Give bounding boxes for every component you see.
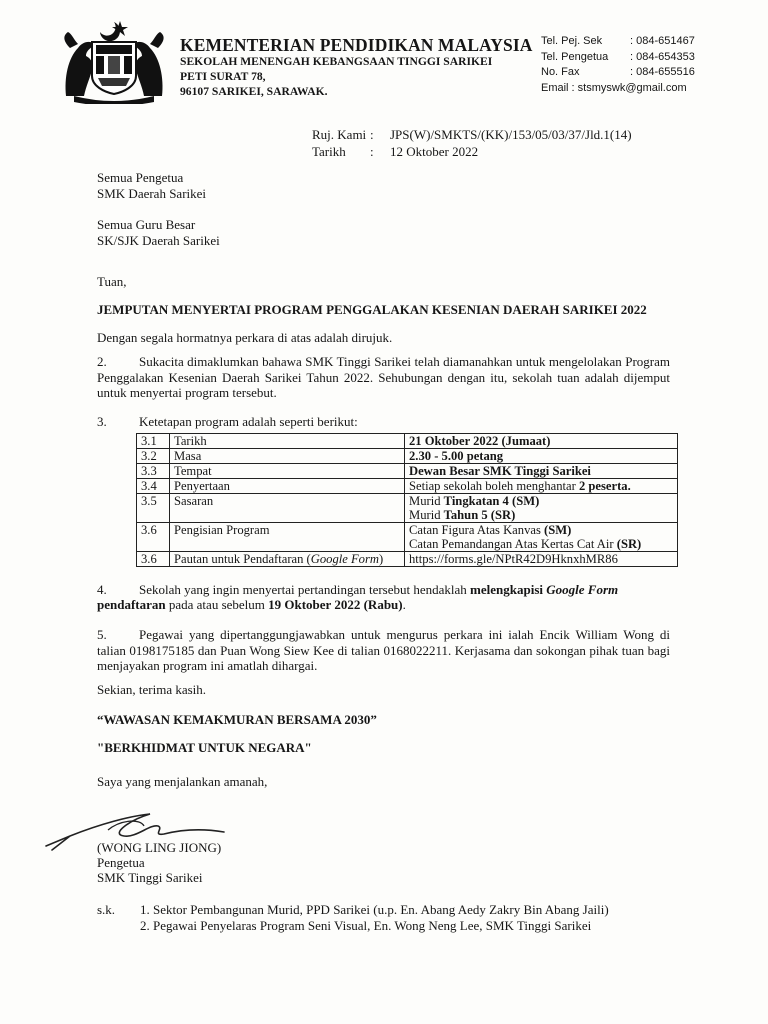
po-box: PETI SURAT 78, bbox=[180, 70, 266, 83]
signatory-name: (WONG LING JIONG) bbox=[97, 840, 222, 855]
contact-value: : 084-651467 bbox=[630, 35, 695, 47]
registration-link[interactable]: https://forms.gle/NPtR42D9HknxhMR86 bbox=[405, 552, 678, 567]
signatory-school: SMK Tinggi Sarikei bbox=[97, 870, 203, 885]
detail-text: Catan Figura Atas Kanvas bbox=[409, 523, 545, 537]
table-row bbox=[137, 552, 678, 567]
school-name: SEKOLAH MENENGAH KEBANGSAAN TINGGI SARIKEI bbox=[180, 55, 493, 68]
detail-text: Catan Pemandangan Atas Kertas Cat Air bbox=[409, 537, 617, 551]
item-text: ) bbox=[378, 552, 384, 566]
date-colon: : bbox=[370, 144, 374, 159]
contact-label: No. Fax bbox=[541, 66, 580, 79]
p4-emphasis: pendaftaran bbox=[97, 597, 166, 612]
row-detail bbox=[405, 479, 678, 494]
row-number: 3.5 bbox=[137, 494, 170, 523]
row-item bbox=[170, 552, 405, 567]
paragraph-5: Pegawai yang dipertanggungjawabkan untuk mengurus perkara ini ialah Encik William Wong di talian 0198175185 dan Puan Wong Siew Kee di talian 0168022211. Kerjasama dan sokongan pihak tuan bagi menjayakan program ini amatlah dihargai. bbox=[97, 627, 670, 673]
item-text: Pautan untuk Pendaftaran ( bbox=[174, 552, 311, 566]
p4-emphasis: Google Form bbox=[546, 582, 619, 597]
recipient-line: Semua Pengetua bbox=[97, 170, 184, 185]
detail-line bbox=[409, 508, 673, 522]
reference-label: Ruj. Kami bbox=[312, 127, 367, 142]
cc-item: 2. Pegawai Penyelaras Program Seni Visual, En. Wong Neng Lee, SMK Tinggi Sarikei bbox=[140, 918, 592, 933]
detail-emphasis: (SR) bbox=[616, 537, 642, 551]
recipient-line: SK/SJK Daerah Sarikei bbox=[97, 233, 220, 248]
cc-item: 1. Sektor Pembangunan Murid, PPD Sarikei (u.p. En. Abang Aedy Zakry Bin Abang Jaili) bbox=[140, 902, 609, 917]
row-number: 3.1 bbox=[137, 434, 170, 449]
contact-label: Tel. Pej. Sek bbox=[541, 35, 603, 47]
letter-subject: JEMPUTAN MENYERTAI PROGRAM PENGGALAKAN KESENIAN DAERAH SARIKEI 2022 bbox=[97, 302, 647, 317]
table-row bbox=[137, 464, 678, 479]
detail-line bbox=[409, 537, 673, 551]
row-item: Penyertaan bbox=[170, 479, 405, 494]
program-details-table bbox=[136, 433, 678, 567]
contact-label: Tel. Pengetua bbox=[541, 50, 609, 63]
reference-colon: : bbox=[370, 127, 374, 142]
row-detail: 2.30 - 5.00 petang bbox=[405, 449, 678, 464]
paragraph-4-line2 bbox=[97, 597, 406, 613]
paragraph-4-line1 bbox=[139, 582, 618, 598]
row-number: 3.4 bbox=[137, 479, 170, 494]
row-detail: Dewan Besar SMK Tinggi Sarikei bbox=[405, 464, 678, 479]
reference-value: JPS(W)/SMKTS/(KK)/153/05/03/37/Jld.1(14) bbox=[390, 127, 632, 142]
salutation: Tuan, bbox=[97, 274, 127, 289]
row-detail bbox=[405, 523, 678, 552]
paragraph-number: 3. bbox=[97, 414, 107, 429]
row-number: 3.2 bbox=[137, 449, 170, 464]
paragraph-2: Sukacita dimaklumkan bahawa SMK Tinggi Sarikei telah diamanahkan untuk mengelolakan Program Penggalakan Kesenian Daerah Sarikei Tahun 2022. Sehubungan dengan itu, sekolah tuan adalah dijemput untuk menyertai program tersebut. bbox=[97, 354, 670, 400]
date-value: 12 Oktober 2022 bbox=[390, 144, 479, 159]
row-item: Pengisian Program bbox=[170, 523, 405, 552]
paragraph-number: 2. bbox=[97, 354, 107, 369]
contact-principal bbox=[541, 50, 695, 66]
closing-remark: Sekian, terima kasih. bbox=[97, 682, 207, 697]
recipient-line: SMK Daerah Sarikei bbox=[97, 186, 207, 201]
reference-number-row bbox=[312, 127, 632, 143]
row-detail: 21 Oktober 2022 (Jumaat) bbox=[405, 434, 678, 449]
paragraph-number: 4. bbox=[97, 582, 107, 597]
table-row bbox=[137, 523, 678, 552]
coat-of-arms-crest bbox=[56, 18, 172, 104]
detail-emphasis: Tingkatan 4 (SM) bbox=[443, 494, 540, 508]
detail-line bbox=[409, 494, 673, 508]
row-number: 3.3 bbox=[137, 464, 170, 479]
ministry-name: KEMENTERIAN PENDIDIKAN MALAYSIA bbox=[180, 35, 533, 55]
contact-block bbox=[541, 34, 695, 96]
contact-office bbox=[541, 34, 695, 50]
row-item: Masa bbox=[170, 449, 405, 464]
p4-emphasis: melengkapisi bbox=[470, 582, 547, 597]
paragraph-number: 5. bbox=[97, 627, 107, 642]
signatory-title: Pengetua bbox=[97, 855, 145, 870]
detail-text: Murid bbox=[409, 508, 444, 522]
cc-label: s.k. bbox=[97, 902, 116, 917]
contact-value: : 084-655516 bbox=[630, 66, 695, 79]
intro-paragraph: Dengan segala hormatnya perkara di atas adalah dirujuk. bbox=[97, 330, 393, 345]
row-number: 3.6 bbox=[137, 523, 170, 552]
contact-fax bbox=[541, 65, 695, 81]
slogan-wawasan: “WAWASAN KEMAKMURAN BERSAMA 2030” bbox=[97, 712, 377, 727]
date-row bbox=[312, 144, 478, 160]
detail-emphasis: Tahun 5 (SR) bbox=[443, 508, 516, 522]
contact-value: : 084-654353 bbox=[630, 50, 695, 63]
postcode-city: 96107 SARIKEI, SARAWAK. bbox=[180, 85, 328, 98]
slogan-berkhidmat: "BERKHIDMAT UNTUK NEGARA" bbox=[97, 740, 312, 755]
detail-emphasis: 2 peserta. bbox=[578, 479, 631, 493]
p4-emphasis: 19 Oktober 2022 (Rabu) bbox=[268, 597, 403, 612]
table-row bbox=[137, 494, 678, 523]
row-item: Tarikh bbox=[170, 434, 405, 449]
p4-text: . bbox=[402, 597, 406, 612]
item-emphasis: Google Form bbox=[310, 552, 379, 566]
sign-off: Saya yang menjalankan amanah, bbox=[97, 774, 268, 789]
contact-email: Email : stsmyswk@gmail.com bbox=[541, 81, 687, 94]
detail-line bbox=[409, 523, 673, 537]
detail-emphasis: (SM) bbox=[544, 523, 572, 537]
paragraph-3: Ketetapan program adalah seperti berikut: bbox=[139, 414, 358, 429]
table-row bbox=[137, 434, 678, 449]
recipient-line: Semua Guru Besar bbox=[97, 217, 196, 232]
p4-text: pada atau sebelum bbox=[165, 597, 269, 612]
row-number: 3.6 bbox=[137, 552, 170, 567]
detail-text: Setiap sekolah boleh menghantar bbox=[409, 479, 579, 493]
date-label: Tarikh bbox=[312, 144, 346, 159]
row-item: Tempat bbox=[170, 464, 405, 479]
table-row bbox=[137, 479, 678, 494]
row-detail bbox=[405, 494, 678, 523]
table-row bbox=[137, 449, 678, 464]
detail-text: Murid bbox=[409, 494, 444, 508]
p4-text: Sekolah yang ingin menyertai pertandingan tersebut hendaklah bbox=[139, 582, 471, 597]
row-item: Sasaran bbox=[170, 494, 405, 523]
